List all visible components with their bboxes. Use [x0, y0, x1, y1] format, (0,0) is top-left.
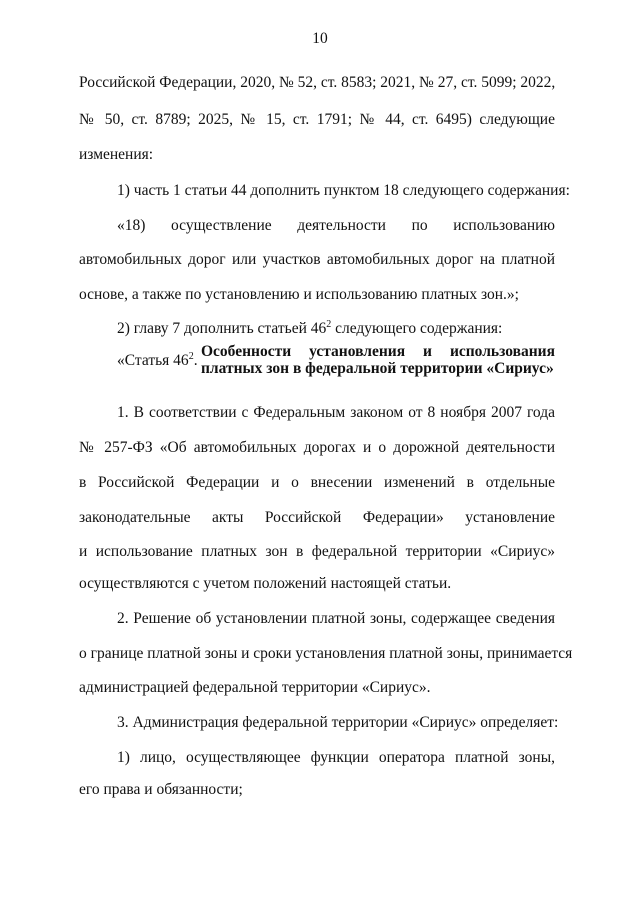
article-title	[201, 343, 555, 377]
page-number: 10	[312, 30, 328, 47]
text-fragment: 2) главу 7 дополнить статьей 46	[117, 320, 327, 337]
text-line: осуществляются с учетом положений настоящей статьи.	[79, 575, 452, 592]
text-line: в Российской Федерации и о внесении изменений в отдельные	[79, 474, 555, 491]
text-line: о границе платной зоны и сроки установления платной зоны, принимается	[79, 645, 573, 662]
text-fragment: следующего содержания:	[331, 320, 503, 337]
text-line: 1. В соответствии с Федеральным законом от 8 ноября 2007 года	[117, 404, 555, 421]
text-line: 1) часть 1 статьи 44 дополнить пунктом 18 следующего содержания:	[117, 182, 570, 199]
superscript: 2	[326, 318, 332, 330]
text-line	[117, 320, 555, 338]
text-line: администрацией федеральной территории «Сириус».	[79, 679, 431, 696]
article-label-text: «Статья 46	[117, 352, 189, 369]
text-line: «18) осуществление деятельности по использованию	[117, 217, 555, 234]
article-label	[117, 352, 198, 370]
text-line: № 50, ст. 8789; 2025, № 15, ст. 1791; № 44, ст. 6495) следующие	[79, 111, 555, 128]
article-label-end: .	[193, 352, 198, 369]
text-line: автомобильных дорог или участков автомобильных дорог на платной	[79, 251, 555, 268]
article-title-line: платных зон в федеральной территории «Сириус»	[201, 360, 554, 377]
text-line: № 257-ФЗ «Об автомобильных дорогах и о дорожной деятельности	[79, 439, 555, 456]
text-line: и использование платных зон в федеральной территории «Сириус»	[79, 543, 555, 560]
article-title-line: Особенности установления и использования	[201, 343, 555, 360]
text-line: 1) лицо, осуществляющее функции оператора платной зоны,	[117, 749, 555, 766]
text-line: основе, а также по установлению и использованию платных зон.»;	[79, 286, 519, 303]
article-label-superscript: 2	[188, 350, 194, 362]
text-line: Российской Федерации, 2020, № 52, ст. 8583; 2021, № 27, ст. 5099; 2022,	[79, 74, 556, 91]
text-line: 3. Администрация федеральной территории «Сириус» определяет:	[117, 714, 559, 731]
text-line: 2. Решение об установлении платной зоны, содержащее сведения	[117, 610, 555, 627]
text-line: изменения:	[79, 146, 154, 163]
text-line: его права и обязанности;	[79, 781, 243, 798]
text-line: законодательные акты Российской Федерации» установление	[79, 509, 555, 526]
